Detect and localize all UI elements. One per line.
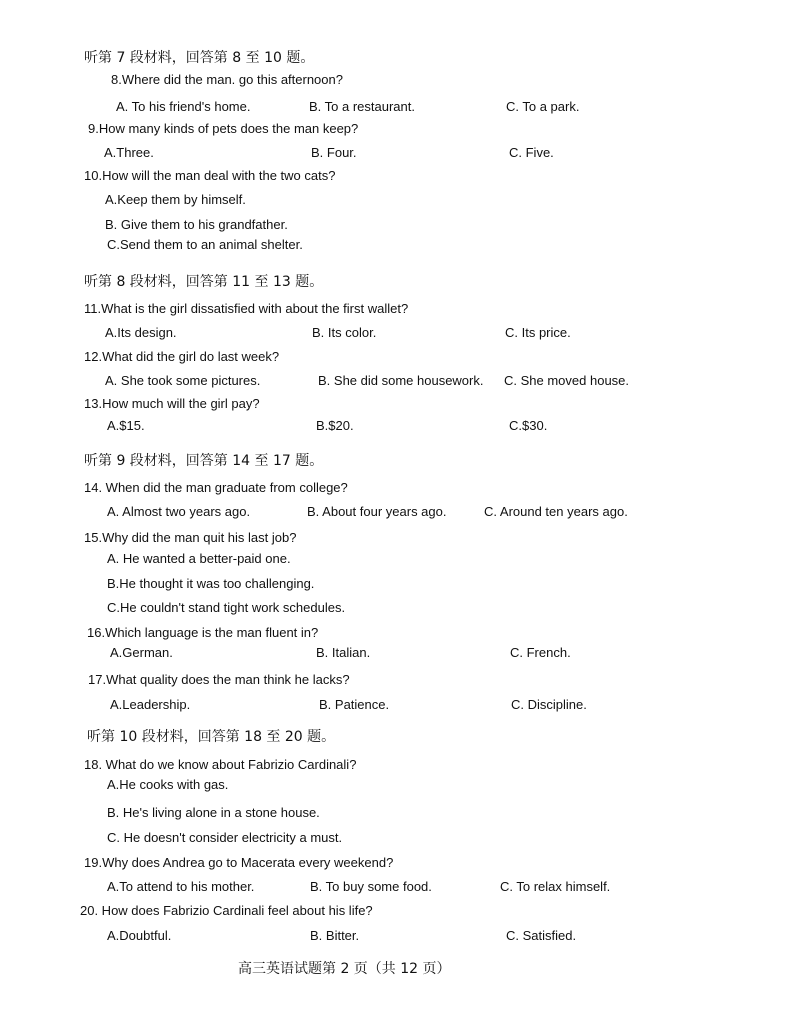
- question-14: 14. When did the man graduate from college?: [84, 480, 348, 495]
- question-17-option-a: A.Leadership.: [110, 697, 191, 712]
- question-19-option-a: A.To attend to his mother.: [107, 879, 255, 894]
- question-17-option-c: C. Discipline.: [511, 697, 587, 712]
- question-11-option-c: C. Its price.: [505, 325, 571, 340]
- question-13-option-a: A.$15.: [107, 418, 145, 433]
- question-19-option-b: B. To buy some food.: [310, 879, 432, 894]
- question-13-option-c: C.$30.: [509, 418, 548, 433]
- question-14-option-c: C. Around ten years ago.: [484, 504, 628, 519]
- question-9-option-a: A.Three.: [104, 145, 154, 160]
- question-17: 17.What quality does the man think he lacks?: [88, 672, 350, 687]
- question-16-option-c: C. French.: [510, 645, 571, 660]
- question-16-option-b: B. Italian.: [316, 645, 371, 660]
- question-15-option-c: C.He couldn't stand tight work schedules.: [107, 600, 346, 615]
- question-12-option-a: A. She took some pictures.: [105, 373, 261, 388]
- question-13-option-b: B.$20.: [316, 418, 354, 433]
- question-13: 13.How much will the girl pay?: [84, 396, 260, 411]
- question-8-option-c: C. To a park.: [506, 99, 580, 114]
- section-9-heading: 听第 9 段材料，回答第 14 至 17 题。: [84, 453, 324, 469]
- question-17-option-b: B. Patience.: [319, 697, 390, 712]
- question-12-option-c: C. She moved house.: [504, 373, 630, 388]
- question-8: 8.Where did the man. go this afternoon?: [111, 72, 343, 87]
- question-20-option-a: A.Doubtful.: [107, 928, 172, 943]
- section-7-heading: 听第 7 段材料，回答第 8 至 10 题。: [84, 50, 315, 66]
- question-12-option-b: B. She did some housework.: [318, 373, 484, 388]
- section-8-heading: 听第 8 段材料，回答第 11 至 13 题。: [84, 274, 324, 290]
- question-8-option-a: A. To his friend's home.: [116, 99, 251, 114]
- question-12: 12.What did the girl do last week?: [84, 349, 280, 364]
- page-footer: 高三英语试题第 2 页（共 12 页）: [238, 961, 451, 977]
- question-10-option-c: C.Send them to an animal shelter.: [107, 237, 303, 252]
- question-9: 9.How many kinds of pets does the man keep?: [88, 121, 359, 136]
- question-18: 18. What do we know about Fabrizio Cardinali?: [84, 757, 357, 772]
- question-10-option-b: B. Give them to his grandfather.: [105, 217, 288, 232]
- question-11-option-b: B. Its color.: [312, 325, 377, 340]
- question-8-option-b: B. To a restaurant.: [309, 99, 415, 114]
- question-11-option-a: A.Its design.: [105, 325, 177, 340]
- question-20-option-b: B. Bitter.: [310, 928, 360, 943]
- section-10-heading: 听第 10 段材料，回答第 18 至 20 题。: [87, 729, 336, 745]
- question-15-option-a: A. He wanted a better-paid one.: [107, 551, 291, 566]
- question-20: 20. How does Fabrizio Cardinali feel about his life?: [80, 903, 373, 918]
- question-10: 10.How will the man deal with the two cats?: [84, 168, 336, 183]
- question-15: 15.Why did the man quit his last job?: [84, 530, 297, 545]
- question-10-option-a: A.Keep them by himself.: [105, 192, 246, 207]
- question-9-option-b: B. Four.: [311, 145, 357, 160]
- question-18-option-a: A.He cooks with gas.: [107, 777, 229, 792]
- question-16: 16.Which language is the man fluent in?: [87, 625, 319, 640]
- question-14-option-b: B. About four years ago.: [307, 504, 447, 519]
- question-14-option-a: A. Almost two years ago.: [107, 504, 251, 519]
- question-18-option-b: B. He's living alone in a stone house.: [107, 805, 320, 820]
- question-15-option-b: B.He thought it was too challenging.: [107, 576, 315, 591]
- question-18-option-c: C. He doesn't consider electricity a must.: [107, 830, 343, 845]
- question-9-option-c: C. Five.: [509, 145, 554, 160]
- question-20-option-c: C. Satisfied.: [506, 928, 577, 943]
- question-11: 11.What is the girl dissatisfied with about the first wallet?: [84, 301, 409, 316]
- question-19: 19.Why does Andrea go to Macerata every weekend?: [84, 855, 394, 870]
- question-16-option-a: A.German.: [110, 645, 173, 660]
- question-19-option-c: C. To relax himself.: [500, 879, 611, 894]
